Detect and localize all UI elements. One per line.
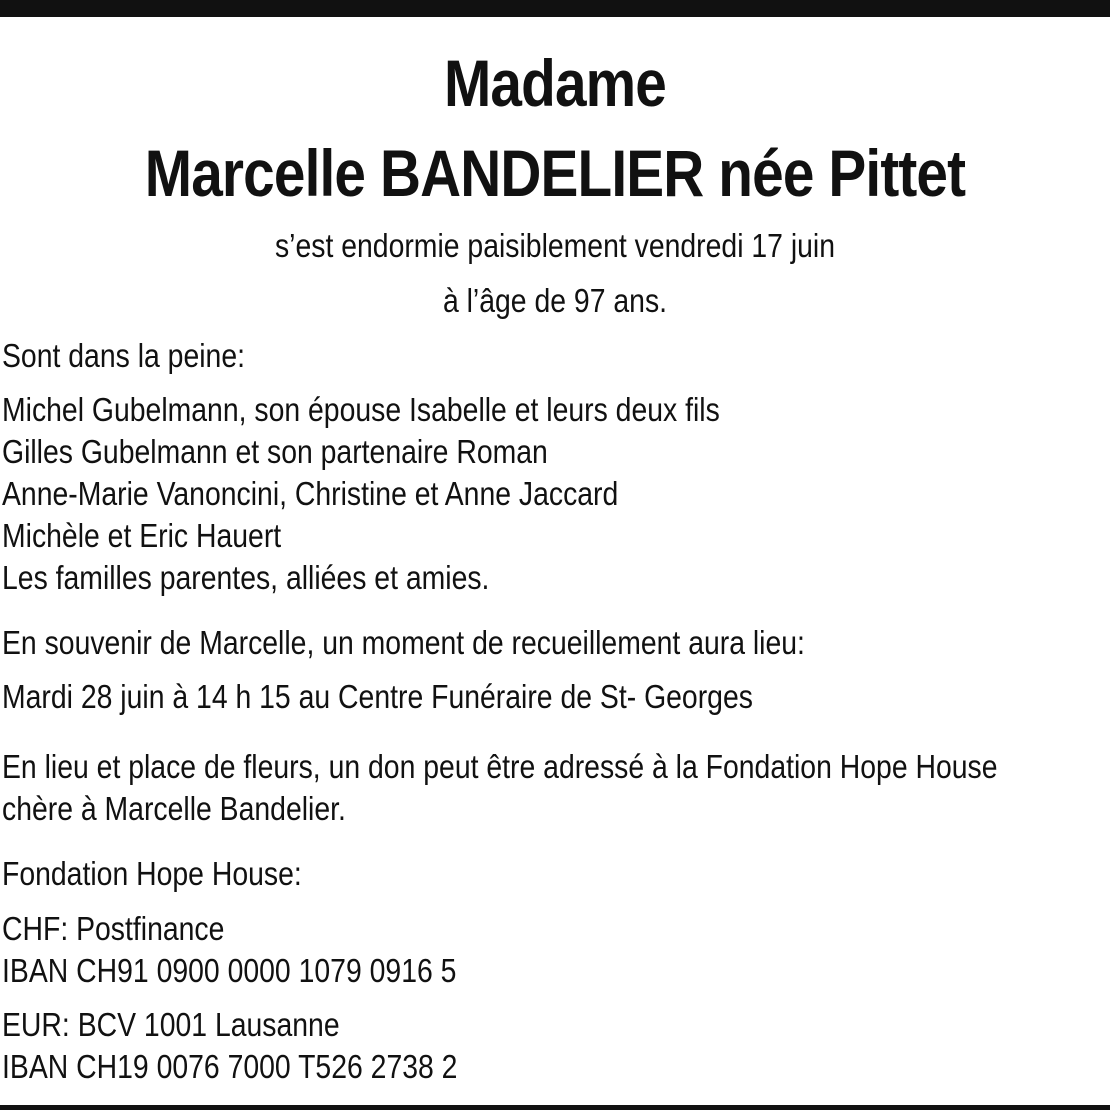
chf-account <box>2 908 456 992</box>
eur-iban: IBAN CH19 0076 7000 T526 2738 2 <box>2 1048 458 1085</box>
eur-bank: EUR: BCV 1001 Lausanne <box>2 1006 340 1043</box>
mourners-list <box>2 389 720 599</box>
honorific: Madame <box>444 46 666 120</box>
chf-iban: IBAN CH91 0900 0000 1079 0916 5 <box>2 952 457 989</box>
age-text: à l’âge de 97 ans. <box>442 282 668 319</box>
mourner-line: Michèle et Eric Hauert <box>2 517 282 554</box>
donation-line: En lieu et place de fleurs, un don peut être adressé à la Fondation Hope House <box>2 748 998 785</box>
notice-header <box>0 38 1110 328</box>
mourner-line: Les familles parentes, alliées et amies. <box>2 559 490 596</box>
bottom-rule <box>0 1105 1110 1110</box>
foundation-label: Fondation Hope House: <box>2 855 302 892</box>
announcement-text: s’est endormie paisiblement vendredi 17 juin <box>274 227 836 264</box>
mourners-intro: Sont dans la peine: <box>2 337 245 374</box>
ceremony-intro: En souvenir de Marcelle, un moment de recueillement aura lieu: <box>2 624 805 661</box>
mourner-line: Michel Gubelmann, son épouse Isabelle et leurs deux fils <box>2 391 720 428</box>
top-rule <box>0 0 1110 17</box>
ceremony-details: Mardi 28 juin à 14 h 15 au Centre Funéraire de St- Georges <box>2 678 753 715</box>
mourner-line: Gilles Gubelmann et son partenaire Roman <box>2 433 548 470</box>
donation-line: chère à Marcelle Bandelier. <box>2 790 346 827</box>
mourner-line: Anne-Marie Vanoncini, Christine et Anne Jaccard <box>2 475 619 512</box>
donation-text <box>2 746 998 830</box>
deceased-name: Marcelle BANDELIER née Pittet <box>144 136 966 210</box>
chf-bank: CHF: Postfinance <box>2 910 225 947</box>
eur-account <box>2 1004 457 1088</box>
